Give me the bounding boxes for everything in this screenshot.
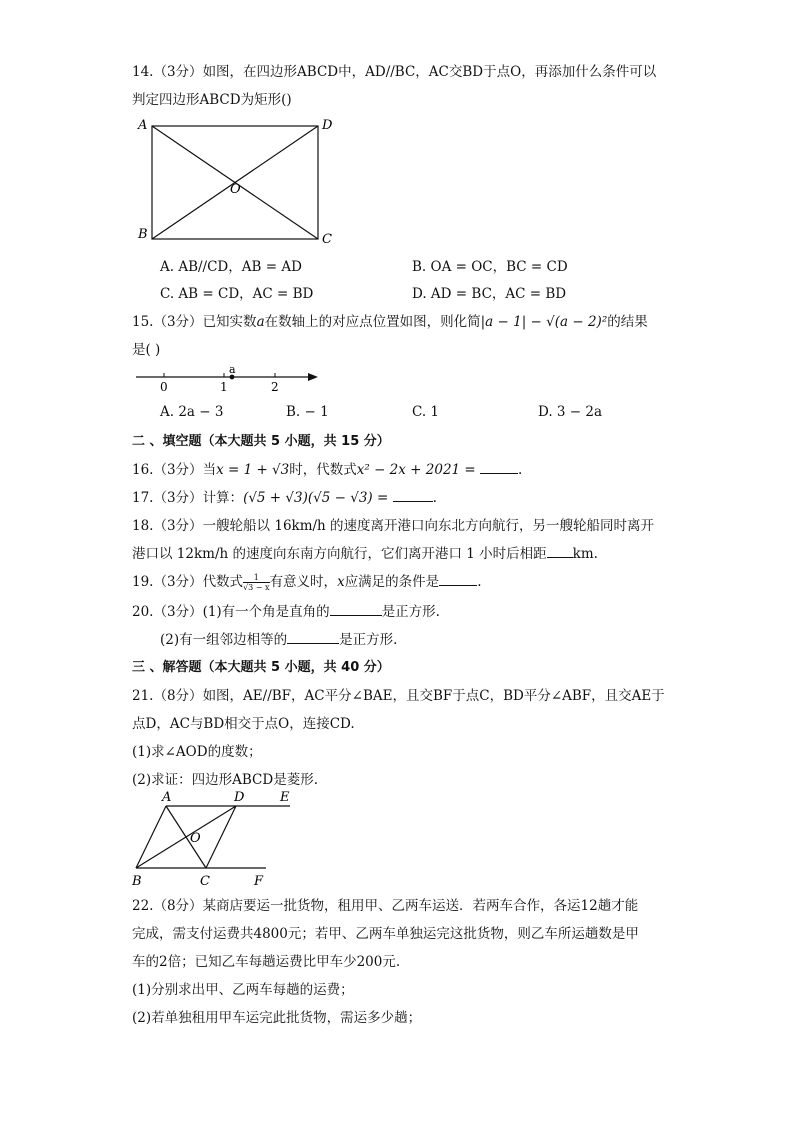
q22-line1 — [132, 894, 638, 914]
q15-number: 15.（3分） — [132, 314, 203, 330]
q16-number: 16.（3分） — [132, 462, 203, 478]
q21-part1: (1)求∠AOD的度数； — [132, 744, 262, 760]
q14-stem-line2: 判定四边形ABCD为矩形() — [132, 92, 292, 108]
q14-rectangle-figure — [132, 114, 342, 248]
q14-stem-line1: 如图，在四边形ABCD中，AD//BC，AC交BD于点O，再添加什么条件可以 — [202, 64, 657, 80]
q22-part2: (2)若单独租用甲车运完此批货物，需运多少趟； — [132, 1010, 422, 1026]
q21-label-a: A — [162, 790, 172, 805]
q20-line2 — [160, 628, 397, 648]
q14-number: 14.（3分） — [132, 64, 203, 80]
q20-part1-end: 是正方形. — [381, 604, 440, 620]
q21-label-d: D — [234, 790, 245, 805]
section-fill-in-heading: 二 、填空题（本大题共 5 小题，共 15 分） — [132, 434, 390, 449]
q15-text2: 在数轴上的对应点位置如图，则化简 — [264, 314, 481, 330]
q22-stem-line3: 车的2倍；已知乙车每趟运费比甲车少200元. — [132, 954, 401, 970]
q19-number: 19.（3分） — [132, 574, 203, 590]
q18-unit: km. — [572, 546, 598, 562]
q19-text1: 代数式 — [202, 574, 244, 590]
q20-part2-text: (2)有一组邻边相等的 — [160, 632, 288, 648]
q15-label-a: a — [229, 363, 236, 376]
q14-label-b: B — [138, 227, 148, 242]
q19-answer-blank[interactable] — [439, 572, 477, 586]
q16-expression: x² − 2x + 2021 = — [356, 462, 476, 478]
q14-label-o: O — [230, 182, 241, 197]
q21-line1 — [132, 684, 665, 704]
q19-var: x — [337, 574, 345, 590]
q20-number: 20.（3分） — [132, 604, 203, 620]
q19-end: . — [477, 574, 482, 590]
q15-option-c: C. 1 — [412, 404, 440, 420]
q15-label-2: 2 — [271, 380, 279, 394]
q20-part1-blank[interactable] — [330, 602, 382, 616]
q20-part2-end: 是正方形. — [339, 632, 398, 648]
q19-fraction — [243, 573, 270, 592]
q22-stem-line1: 某商店要运一批货物，租用甲、乙两车运送．若两车合作，各运12趟才能 — [202, 898, 639, 914]
q14-label-c: C — [322, 232, 332, 247]
q16-end: . — [518, 462, 523, 478]
q21-label-b: B — [132, 874, 142, 889]
q18-line2 — [132, 542, 598, 562]
q16-line — [132, 458, 522, 478]
q22-stem-line2: 完成，需支付运费共4800元；若甲、乙两车单独运完这批货物，则乙车所运趟数是甲 — [132, 926, 639, 942]
q14-label-d: D — [322, 118, 333, 133]
q16-answer-blank[interactable] — [480, 460, 518, 474]
q21-label-e: E — [280, 790, 290, 805]
q21-part2: (2)求证：四边形ABCD是菱形. — [132, 772, 318, 788]
q21-label-o: O — [190, 831, 201, 846]
q15-var: a — [256, 314, 265, 330]
q20-line1 — [132, 600, 440, 620]
q15-option-b: B. − 1 — [286, 404, 329, 420]
q21-rhombus-figure — [130, 788, 300, 890]
section-answer-heading: 三 、解答题（本大题共 5 小题，共 40 分） — [132, 660, 390, 675]
q19-text3: 应满足的条件是 — [344, 574, 440, 590]
q20-part2-blank[interactable] — [287, 630, 339, 644]
q19-fraction-denominator: √3 − x — [243, 583, 270, 592]
q17-answer-blank[interactable] — [393, 488, 433, 502]
q17-number: 17.（3分） — [132, 490, 203, 506]
q15-option-a: A. 2a − 3 — [160, 404, 224, 420]
q15-line1 — [132, 310, 648, 330]
q18-stem-line1: 一艘轮船以 16km/h 的速度离开港口向东北方向航行，另一艘轮船同时离开 — [202, 518, 655, 534]
q21-stem-line2: 点D，AC与BD相交于点O，连接CD. — [132, 716, 355, 732]
q15-stem-line2: 是( ) — [132, 342, 161, 358]
q15-label-1: 1 — [220, 380, 228, 394]
q15-axis-arrow — [308, 373, 318, 381]
q14-label-a: A — [138, 118, 148, 133]
q22-part1: (1)分别求出甲、乙两车每趟的运费； — [132, 982, 354, 998]
q15-option-d: D. 3 − 2a — [538, 404, 603, 420]
q17-end: . — [432, 490, 437, 506]
q15-expression: |a − 1| − √(a − 2)² — [480, 314, 608, 330]
q15-text3: 的结果 — [607, 314, 648, 330]
q19-text2: 有意义时， — [269, 574, 338, 590]
q20-part1-text: (1)有一个角是直角的 — [202, 604, 330, 620]
q14-option-d: D. AD = BC，AC = BD — [412, 286, 567, 302]
q16-condition: x = 1 + √3 — [216, 462, 290, 478]
q21-stem-line1: 如图，AE//BF，AC平分∠BAE，且交BF于点C，BD平分∠ABF，且交AE于 — [202, 688, 665, 704]
q21-label-f: F — [254, 874, 264, 889]
q18-number: 18.（3分） — [132, 518, 203, 534]
q14-line1 — [132, 60, 656, 80]
q15-text1: 已知实数 — [202, 314, 257, 330]
q19-line — [132, 570, 481, 592]
q17-line — [132, 486, 437, 506]
q16-text2: 时，代数式 — [289, 462, 357, 478]
q14-option-a: A. AB//CD，AB = AD — [160, 259, 302, 275]
q17-expression: (√5 + √3)(√5 − √3) = — [243, 490, 389, 506]
q18-stem-line2: 港口以 12km/h 的速度向东南方向航行，它们离开港口 1 小时后相距 — [132, 546, 547, 562]
q21-label-c: C — [200, 874, 210, 889]
q21-number: 21.（8分） — [132, 688, 203, 704]
q16-text1: 当 — [202, 462, 217, 478]
q22-number: 22.（8分） — [132, 898, 203, 914]
q19-fraction-numerator: 1 — [243, 573, 270, 583]
q15-label-0: 0 — [160, 380, 168, 394]
q17-text1: 计算： — [202, 490, 244, 506]
q18-answer-blank[interactable] — [547, 544, 573, 558]
q14-option-c: C. AB = CD，AC = BD — [160, 286, 314, 302]
q15-number-line — [132, 362, 332, 396]
q18-line1 — [132, 514, 654, 534]
q14-option-b: B. OA = OC，BC = CD — [412, 259, 568, 275]
